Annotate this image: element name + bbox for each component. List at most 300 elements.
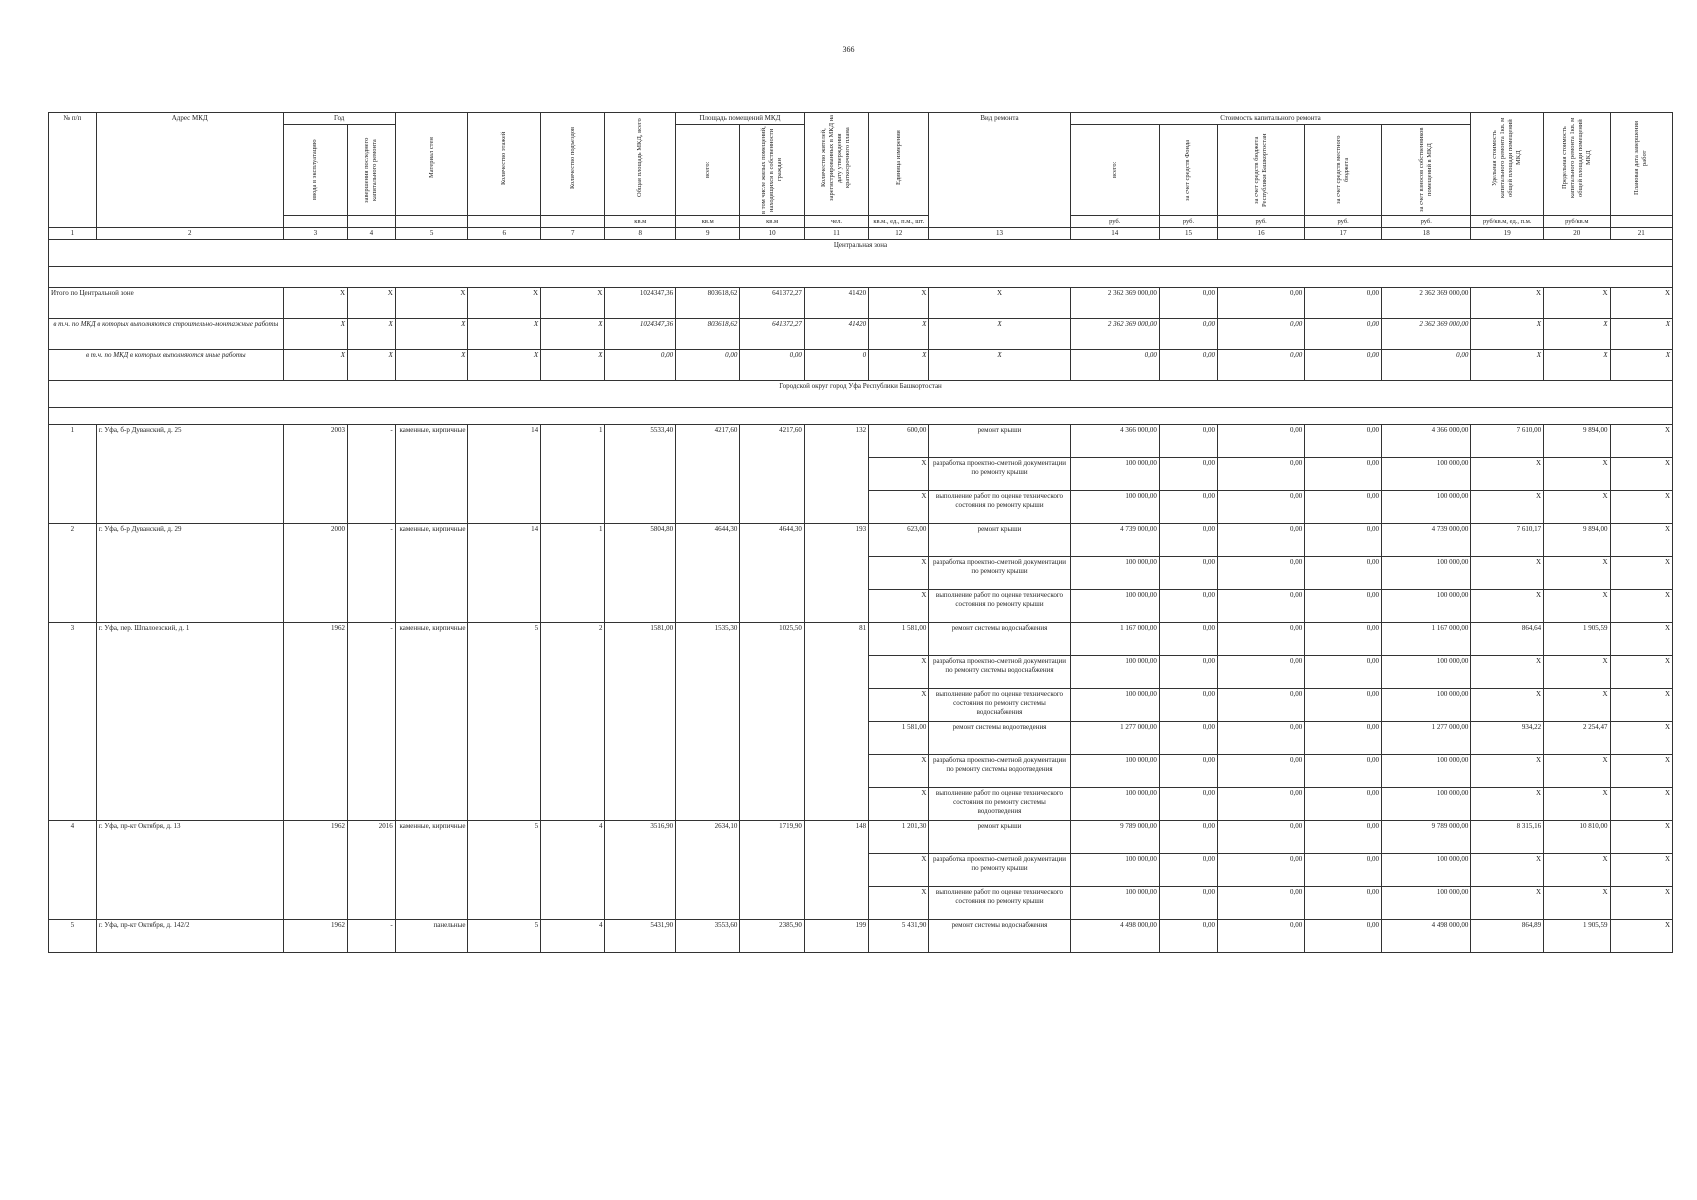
work-max-cost: X (1544, 590, 1610, 623)
summary-cell: X (1471, 288, 1544, 319)
work-date: X (1610, 524, 1673, 557)
work-rb: 0,00 (1218, 590, 1305, 623)
spacer (49, 267, 1673, 288)
work-local: 0,00 (1305, 458, 1382, 491)
header-entrances (541, 113, 605, 216)
work-rb: 0,00 (1218, 623, 1305, 656)
work-fund: 0,00 (1159, 821, 1217, 854)
unit-cell: кв.м (605, 216, 676, 228)
work-fund: 0,00 (1159, 491, 1217, 524)
work-rb: 0,00 (1218, 920, 1305, 953)
summary-cell: 0,00 (1218, 350, 1305, 381)
unit-cell (395, 216, 468, 228)
header-max-cost-text: Предельная стоимость капитального ремонта 1кв. м общей площади помещений МКД (1560, 117, 1592, 199)
summary-cell: X (468, 288, 541, 319)
building-address: г. Уфа, б-р Дуванский, д. 29 (96, 524, 283, 623)
table-row (49, 821, 1673, 854)
work-type: разработка проектно-сметной документации по ремонту крыши (929, 854, 1070, 887)
building-material: каменные, кирпичные (395, 821, 468, 920)
summary-cell: X (1471, 350, 1544, 381)
work-total: 100 000,00 (1070, 656, 1159, 689)
work-type: ремонт системы водоснабжения (929, 623, 1070, 656)
work-fund: 0,00 (1159, 887, 1217, 920)
work-total: 100 000,00 (1070, 557, 1159, 590)
work-owners: 100 000,00 (1382, 755, 1471, 788)
header-unit (869, 113, 929, 216)
header-fund-text: за счет средств Фонда (1184, 139, 1192, 201)
unit-cell (1610, 216, 1673, 228)
work-max-cost: 9 894,00 (1544, 524, 1610, 557)
work-type: выполнение работ по оценке технического состояния по ремонту крыши (929, 491, 1070, 524)
work-rb: 0,00 (1218, 557, 1305, 590)
summary-cell: 803618,62 (676, 319, 740, 350)
work-total: 100 000,00 (1070, 590, 1159, 623)
building-premises: 4644,30 (676, 524, 740, 623)
summary-cell: 0,00 (1305, 350, 1382, 381)
header-unit-text: Единица измерения (894, 130, 902, 186)
work-total: 4 498 000,00 (1070, 920, 1159, 953)
work-rb: 0,00 (1218, 887, 1305, 920)
unit-cell: кв.м (740, 216, 804, 228)
building-entrances: 1 (541, 524, 605, 623)
work-max-cost: X (1544, 755, 1610, 788)
summary-cell: X (395, 319, 468, 350)
work-unit-cost: X (1471, 590, 1544, 623)
summary-cell: 641372,27 (740, 319, 804, 350)
header-year-last-repair-text: завершения последнего капитального ремонта (363, 137, 379, 203)
header-entrances-text: Количество подъездов (568, 126, 576, 190)
summary-cell: 41420 (804, 288, 868, 319)
unit-cell (541, 216, 605, 228)
work-fund: 0,00 (1159, 722, 1217, 755)
column-number: 4 (348, 228, 396, 240)
building-last-repair: - (348, 524, 396, 623)
summary-cell: X (1610, 319, 1673, 350)
work-rb: 0,00 (1218, 425, 1305, 458)
summary-cell: X (541, 350, 605, 381)
work-rb: 0,00 (1218, 458, 1305, 491)
work-quantity: X (869, 656, 929, 689)
header-year: Год (283, 113, 395, 125)
header-residents-text: Количество жителей, зарегистрированных в МКД на дату утверждения краткосрочного плана (820, 114, 852, 202)
work-rb: 0,00 (1218, 722, 1305, 755)
header-premises-owners-text: в том числе жилых помещений, находящихся в собственности граждан (760, 126, 784, 214)
summary-cell: 0,00 (1218, 319, 1305, 350)
work-date: X (1610, 656, 1673, 689)
header-premises-owners (740, 125, 804, 216)
building-floors: 5 (468, 623, 541, 821)
summary-row (49, 288, 1673, 319)
building-premises: 3553,60 (676, 920, 740, 953)
work-date: X (1610, 491, 1673, 524)
column-number: 7 (541, 228, 605, 240)
summary-cell: 803618,62 (676, 288, 740, 319)
column-number: 2 (96, 228, 283, 240)
work-local: 0,00 (1305, 656, 1382, 689)
district-title (49, 381, 1673, 408)
work-owners: 100 000,00 (1382, 491, 1471, 524)
work-date: X (1610, 590, 1673, 623)
work-owners: 4 498 000,00 (1382, 920, 1471, 953)
work-total: 100 000,00 (1070, 854, 1159, 887)
column-number: 19 (1471, 228, 1544, 240)
work-unit-cost: 934,22 (1471, 722, 1544, 755)
work-fund: 0,00 (1159, 524, 1217, 557)
work-fund: 0,00 (1159, 557, 1217, 590)
work-owners: 100 000,00 (1382, 854, 1471, 887)
work-local: 0,00 (1305, 788, 1382, 821)
header-wall-material (395, 113, 468, 216)
work-quantity: 1 581,00 (869, 623, 929, 656)
work-owners: 4 366 000,00 (1382, 425, 1471, 458)
summary-cell: X (283, 288, 347, 319)
summary-cell: X (869, 350, 929, 381)
work-quantity: X (869, 491, 929, 524)
header-cost-total-text: всего: (1110, 161, 1118, 179)
summary-cell: 2 362 369 000,00 (1070, 319, 1159, 350)
work-unit-cost: X (1471, 557, 1544, 590)
header-max-cost (1544, 113, 1610, 216)
work-owners: 9 789 000,00 (1382, 821, 1471, 854)
work-type: ремонт крыши (929, 425, 1070, 458)
building-floors: 14 (468, 524, 541, 623)
work-unit-cost: X (1471, 656, 1544, 689)
work-total: 4 366 000,00 (1070, 425, 1159, 458)
work-date: X (1610, 788, 1673, 821)
summary-row (49, 350, 1673, 381)
building-residents: 199 (804, 920, 868, 953)
unit-cell: кв.м (676, 216, 740, 228)
building-year: 1962 (283, 623, 347, 821)
work-rb: 0,00 (1218, 656, 1305, 689)
column-number: 12 (869, 228, 929, 240)
work-local: 0,00 (1305, 491, 1382, 524)
work-date: X (1610, 920, 1673, 953)
spacer (49, 408, 1673, 425)
table-row (49, 425, 1673, 458)
header-floors (468, 113, 541, 216)
column-number: 20 (1544, 228, 1610, 240)
unit-cell: кв.м., ед., п.м., шт. (869, 216, 929, 228)
header-premises-total (676, 125, 740, 216)
page-number: 366 (842, 45, 855, 54)
work-unit-cost: X (1471, 689, 1544, 722)
header-deadline-text: Плановая дата завершения работ (1633, 121, 1649, 195)
work-total: 100 000,00 (1070, 887, 1159, 920)
work-fund: 0,00 (1159, 854, 1217, 887)
work-total: 100 000,00 (1070, 689, 1159, 722)
header-num: № п/п (49, 113, 97, 228)
header-unit-cost (1471, 113, 1544, 216)
work-fund: 0,00 (1159, 920, 1217, 953)
work-owners: 100 000,00 (1382, 557, 1471, 590)
work-unit-cost: 7 610,17 (1471, 524, 1544, 557)
column-number: 3 (283, 228, 347, 240)
work-total: 4 739 000,00 (1070, 524, 1159, 557)
building-num: 4 (49, 821, 97, 920)
work-type: выполнение работ по оценке технического состояния по ремонту крыши (929, 887, 1070, 920)
summary-cell: 2 362 369 000,00 (1382, 288, 1471, 319)
building-floors: 5 (468, 821, 541, 920)
building-last-repair: - (348, 920, 396, 953)
summary-cell: 0,00 (605, 350, 676, 381)
work-local: 0,00 (1305, 425, 1382, 458)
summary-label: в т.ч. по МКД в которых выполняются строительно-монтажные работы (49, 319, 284, 350)
building-residents: 148 (804, 821, 868, 920)
work-max-cost: X (1544, 656, 1610, 689)
summary-row (49, 319, 1673, 350)
unit-cell: руб/кв.м, ед., п.м. (1471, 216, 1544, 228)
summary-cell: X (1610, 350, 1673, 381)
work-date: X (1610, 623, 1673, 656)
unit-cell: руб. (1382, 216, 1471, 228)
summary-cell: X (468, 350, 541, 381)
column-number: 17 (1305, 228, 1382, 240)
work-owners: 4 739 000,00 (1382, 524, 1471, 557)
building-residents: 193 (804, 524, 868, 623)
work-total: 100 000,00 (1070, 491, 1159, 524)
summary-cell: 1024347,36 (605, 319, 676, 350)
work-type: разработка проектно-сметной документации по ремонту крыши (929, 458, 1070, 491)
column-number: 14 (1070, 228, 1159, 240)
work-unit-cost: X (1471, 491, 1544, 524)
work-rb: 0,00 (1218, 821, 1305, 854)
building-residents: 132 (804, 425, 868, 524)
capital-repair-table (48, 112, 1673, 953)
work-total: 1 167 000,00 (1070, 623, 1159, 656)
work-local: 0,00 (1305, 524, 1382, 557)
unit-cell: руб. (1159, 216, 1217, 228)
summary-cell: 641372,27 (740, 288, 804, 319)
district-title-title: Городской округ город Уфа Республики Башкортостан (49, 381, 1673, 408)
work-quantity: X (869, 887, 929, 920)
work-local: 0,00 (1305, 722, 1382, 755)
work-date: X (1610, 458, 1673, 491)
summary-cell: X (1610, 288, 1673, 319)
header-premises-area: Площадь помещений МКД (676, 113, 805, 125)
column-number-row (49, 228, 1673, 240)
summary-cell: 41420 (804, 319, 868, 350)
building-entrances: 4 (541, 821, 605, 920)
building-material: каменные, кирпичные (395, 623, 468, 821)
header-floors-text: Количество этажей (500, 131, 508, 185)
building-owners-area: 4644,30 (740, 524, 804, 623)
header-owners-text: за счет взносов собственников помещений в МКД (1418, 127, 1434, 213)
summary-cell: X (541, 319, 605, 350)
work-rb: 0,00 (1218, 689, 1305, 722)
header-year-commission (283, 125, 347, 216)
summary-cell: X (1544, 350, 1610, 381)
header-premises-total-text: всего: (703, 161, 711, 179)
building-material: каменные, кирпичные (395, 425, 468, 524)
summary-cell: X (348, 288, 396, 319)
summary-cell: 2 362 369 000,00 (1382, 319, 1471, 350)
work-local: 0,00 (1305, 623, 1382, 656)
building-material: каменные, кирпичные (395, 524, 468, 623)
work-owners: 100 000,00 (1382, 788, 1471, 821)
summary-cell: X (348, 319, 396, 350)
work-local: 0,00 (1305, 590, 1382, 623)
building-owners-area: 1025,50 (740, 623, 804, 821)
building-entrances: 2 (541, 623, 605, 821)
work-fund: 0,00 (1159, 425, 1217, 458)
summary-label: Итого по Центральной зоне (49, 288, 284, 319)
building-area: 5533,40 (605, 425, 676, 524)
work-max-cost: X (1544, 557, 1610, 590)
work-local: 0,00 (1305, 557, 1382, 590)
summary-cell: 0,00 (1159, 350, 1217, 381)
work-unit-cost: 7 610,00 (1471, 425, 1544, 458)
column-number: 21 (1610, 228, 1673, 240)
work-type: разработка проектно-сметной документации по ремонту системы водоотведения (929, 755, 1070, 788)
unit-cell: руб/кв.м (1544, 216, 1610, 228)
summary-cell: 1024347,36 (605, 288, 676, 319)
work-unit-cost: 864,64 (1471, 623, 1544, 656)
unit-cell: руб. (1070, 216, 1159, 228)
building-area: 1581,00 (605, 623, 676, 821)
units-row (49, 216, 1673, 228)
header-total-area-text: Общая площадь МКД, всего (636, 118, 644, 198)
work-quantity: X (869, 755, 929, 788)
work-max-cost: 10 810,00 (1544, 821, 1610, 854)
building-floors: 14 (468, 425, 541, 524)
summary-cell: X (1544, 319, 1610, 350)
work-max-cost: 1 905,59 (1544, 920, 1610, 953)
summary-cell: X (929, 350, 1070, 381)
work-date: X (1610, 557, 1673, 590)
work-type: ремонт системы водоотведения (929, 722, 1070, 755)
work-max-cost: 2 254,47 (1544, 722, 1610, 755)
building-year: 1962 (283, 821, 347, 920)
work-fund: 0,00 (1159, 689, 1217, 722)
summary-cell: 0,00 (676, 350, 740, 381)
unit-cell (283, 216, 347, 228)
work-date: X (1610, 887, 1673, 920)
summary-cell: X (929, 288, 1070, 319)
building-year: 2000 (283, 524, 347, 623)
work-rb: 0,00 (1218, 788, 1305, 821)
header-cost: Стоимость капитального ремонта (1070, 113, 1471, 125)
work-unit-cost: 864,89 (1471, 920, 1544, 953)
unit-cell (468, 216, 541, 228)
summary-cell: X (1544, 288, 1610, 319)
summary-cell: X (1471, 319, 1544, 350)
work-rb: 0,00 (1218, 755, 1305, 788)
summary-cell: 0,00 (1305, 288, 1382, 319)
work-owners: 1 167 000,00 (1382, 623, 1471, 656)
building-last-repair: - (348, 425, 396, 524)
building-area: 5431,90 (605, 920, 676, 953)
work-fund: 0,00 (1159, 788, 1217, 821)
building-premises: 2634,10 (676, 821, 740, 920)
header-deadline (1610, 113, 1673, 216)
building-residents: 81 (804, 623, 868, 821)
summary-cell: X (395, 350, 468, 381)
work-type: ремонт крыши (929, 821, 1070, 854)
column-number: 5 (395, 228, 468, 240)
header-unit-cost-text: Удельная стоимость капитального ремонта 1кв. м общей площади помещений МКД (1491, 117, 1523, 199)
building-premises: 4217,60 (676, 425, 740, 524)
summary-cell: 0,00 (1070, 350, 1159, 381)
column-number: 8 (605, 228, 676, 240)
work-max-cost: 1 905,59 (1544, 623, 1610, 656)
work-total: 1 277 000,00 (1070, 722, 1159, 755)
building-owners-area: 2385,90 (740, 920, 804, 953)
summary-cell: X (348, 350, 396, 381)
summary-cell: 2 362 369 000,00 (1070, 288, 1159, 319)
work-owners: 100 000,00 (1382, 887, 1471, 920)
header-repair-type: Вид ремонта (929, 113, 1070, 228)
summary-cell: X (869, 288, 929, 319)
work-quantity: X (869, 689, 929, 722)
work-local: 0,00 (1305, 755, 1382, 788)
work-max-cost: X (1544, 788, 1610, 821)
work-total: 100 000,00 (1070, 755, 1159, 788)
work-date: X (1610, 755, 1673, 788)
table-row (49, 524, 1673, 557)
building-address: г. Уфа, б-р Дуванский, д. 25 (96, 425, 283, 524)
summary-cell: 0,00 (1305, 319, 1382, 350)
work-date: X (1610, 854, 1673, 887)
header-rb-budget-text: за счет средств бюджета Республики Башкортостан (1253, 133, 1269, 207)
work-type: ремонт крыши (929, 524, 1070, 557)
work-max-cost: X (1544, 887, 1610, 920)
work-quantity: 1 201,30 (869, 821, 929, 854)
building-entrances: 4 (541, 920, 605, 953)
work-rb: 0,00 (1218, 491, 1305, 524)
work-unit-cost: X (1471, 755, 1544, 788)
work-fund: 0,00 (1159, 458, 1217, 491)
work-unit-cost: X (1471, 854, 1544, 887)
summary-cell: 0,00 (1159, 288, 1217, 319)
summary-cell: X (869, 319, 929, 350)
work-quantity: X (869, 557, 929, 590)
work-type: ремонт системы водоснабжения (929, 920, 1070, 953)
header-year-last-repair (348, 125, 396, 216)
work-unit-cost: X (1471, 458, 1544, 491)
summary-cell: X (929, 319, 1070, 350)
building-year: 2003 (283, 425, 347, 524)
work-quantity: 623,00 (869, 524, 929, 557)
building-area: 3516,90 (605, 821, 676, 920)
work-unit-cost: X (1471, 788, 1544, 821)
work-local: 0,00 (1305, 689, 1382, 722)
column-number: 10 (740, 228, 804, 240)
header-fund (1159, 125, 1217, 216)
column-number: 6 (468, 228, 541, 240)
building-floors: 5 (468, 920, 541, 953)
work-max-cost: X (1544, 491, 1610, 524)
column-number: 13 (929, 228, 1070, 240)
work-local: 0,00 (1305, 887, 1382, 920)
header-total-area (605, 113, 676, 216)
unit-cell (348, 216, 396, 228)
summary-cell: X (541, 288, 605, 319)
work-type: разработка проектно-сметной документации по ремонту крыши (929, 557, 1070, 590)
summary-cell: X (283, 350, 347, 381)
work-date: X (1610, 689, 1673, 722)
work-local: 0,00 (1305, 821, 1382, 854)
summary-cell: 0 (804, 350, 868, 381)
summary-cell: 0,00 (1382, 350, 1471, 381)
unit-cell: чел. (804, 216, 868, 228)
work-quantity: X (869, 590, 929, 623)
column-number: 11 (804, 228, 868, 240)
building-last-repair: 2016 (348, 821, 396, 920)
building-owners-area: 1719,90 (740, 821, 804, 920)
unit-cell: руб. (1218, 216, 1305, 228)
building-num: 1 (49, 425, 97, 524)
